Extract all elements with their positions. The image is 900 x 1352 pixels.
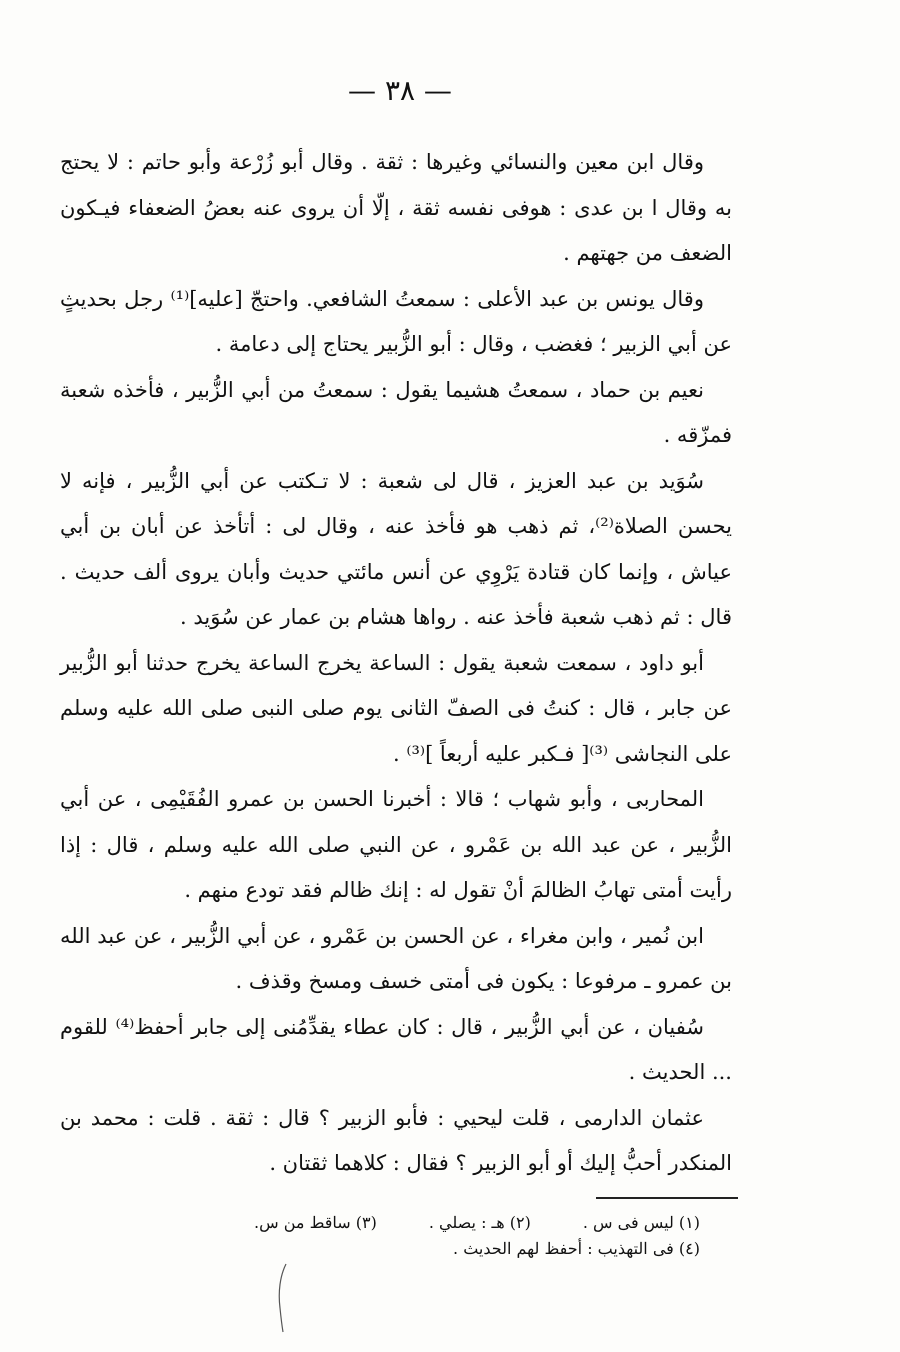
paragraph-1: وقال ابن معين والنسائي وغيرها : ثقة . وقال أبو زُرْعة وأبو حاتم : لا يحتج به وقال ا بن عدى : هوفى نفسه ثقة ، إلّا أن يروى عنه بعضُ الضعفاء فيـكون الضعف من جهتهم .	[60, 150, 732, 265]
footnote-separator	[596, 1197, 738, 1199]
paragraph-3: نعيم بن حماد ، سمعتُ هشيما يقول : سمعتُ من أبي الزُّبير ، فأخذه شعبة فمزّقه .	[60, 377, 732, 447]
footnote-line-2	[200, 1236, 700, 1262]
paragraph-4: سُوَيد بن عبد العزيز ، قال لى شعبة : لا تـكتب عن أبي الزُّبير ، فإنه لا يحسن الصلاة⁽²⁾، ثم ذهب هو فأخذ عنه ، وقال لى : أتأخذ عن أبان بن أبي عياش ، وإنما كان قتادة يَرْوِي عن أنس مائتي حديث وأبان يروى ألف حديث . قال : ثم ذهب شعبة فأخذ عنه . رواها هشام بن عمار عن سُوَيد .	[60, 468, 732, 629]
footnote-line-1	[200, 1210, 700, 1236]
page-number: — ٣٨ —	[348, 74, 452, 107]
paragraph-8: سُفيان ، عن أبي الزُّبير ، قال : كان عطاء يقدِّمُنى إلى جابر أحفظ⁽⁴⁾ للقوم ... الحديث .	[60, 1014, 732, 1084]
footnotes	[200, 1210, 700, 1262]
footnote-2: (٢) هـ : يصلي .	[428, 1213, 531, 1232]
paragraph-5: أبو داود ، سمعت شعبة يقول : الساعة يخرج الساعة يخرج حدثنا أبو الزُّبير عن جابر ، قال : كنتُ فى الصفّ الثانى يوم صلى النبى صلى الله عليه وسلم على النجاشى ⁽³⁾[ فـكبر عليه أربعاً ]⁽³⁾ .	[60, 650, 732, 766]
main-text	[60, 140, 732, 1187]
paragraph-6: المحاربى ، وأبو شهاب ؛ قالا : أخبرنا الحسن بن عمرو الفُقَيْمِى ، عن أبي الزُّبير ، عن عبد الله بن عَمْرو ، عن النبي صلى الله عليه وسلم ، قال : إذا رأيت أمتى تهابُ الظالمَ أنْ تقول له : إنك ظالم فقد تودع منهم .	[60, 787, 732, 902]
paragraph-2: وقال يونس بن عبد الأعلى : سمعتُ الشافعي. واحتجّ [عليه]⁽¹⁾ رجل بحديثٍ عن أبي الزبير ؛ فغضب ، وقال : أبو الزُّبير يحتاج إلى دعامة .	[60, 286, 732, 356]
paragraph-7: ابن نُمير ، وابن مغراء ، عن الحسن بن عَمْرو ، عن أبي الزُّبير ، عن عبد الله بن عمرو ـ مرفوعا : يكون فى أمتى خسف ومسخ وقذف .	[60, 923, 732, 993]
footnote-3: (٣) ساقط من س.	[254, 1213, 377, 1232]
footnote-4: (٤) فى التهذيب : أحفظ لهم الحديث .	[453, 1239, 700, 1258]
footnote-1: (١) ليس فى س .	[582, 1213, 700, 1232]
pencil-mark	[276, 1262, 288, 1334]
paragraph-9: عثمان الدارمى ، قلت ليحيي : فأبو الزبير ؟ قال : ثقة . قلت : محمد بن المنكدر أحبُّ إليك أو أبو الزبير ؟ فقال : كلاهما ثقتان .	[60, 1105, 732, 1175]
